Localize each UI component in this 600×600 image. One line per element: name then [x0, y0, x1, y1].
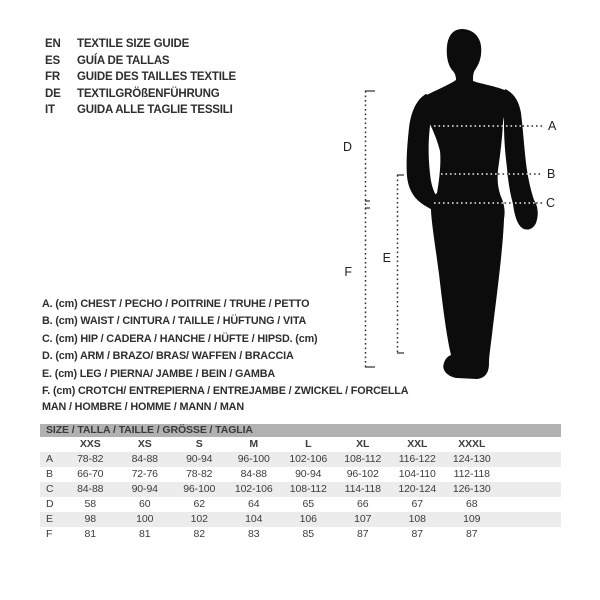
cell-value: 72-76 — [131, 468, 158, 480]
cell-value: 112-118 — [453, 468, 490, 480]
cell-filler — [499, 497, 561, 512]
label-leg-e: E — [382, 251, 391, 265]
silhouette-right-arm — [504, 89, 538, 230]
table-row — [40, 512, 561, 527]
row-label: E — [46, 513, 53, 525]
cell-filler — [499, 482, 561, 497]
row-label: A — [46, 453, 53, 465]
cell-value: 84-88 — [240, 468, 267, 480]
cell-value: 87 — [357, 528, 369, 540]
cell-value: 90-94 — [131, 483, 158, 495]
row-label: C — [46, 483, 54, 495]
label-crotch-f: F — [344, 265, 352, 279]
language-title-list — [45, 36, 236, 119]
cell-value: 102 — [190, 513, 208, 525]
title-row-es — [45, 53, 236, 70]
cell-value: 85 — [302, 528, 314, 540]
cell-value: 107 — [354, 513, 372, 525]
legend-hip: C. (cm) HIP / CADERA / HANCHE / HÜFTE / HIPSD. (cm) — [42, 332, 318, 345]
column-spacer — [40, 437, 63, 452]
legend-leg: E. (cm) LEG / PIERNA/ JAMBE / BEIN / GAMBA — [42, 367, 276, 380]
cell-value: 114-118 — [344, 483, 381, 495]
cell-value: 84-88 — [77, 483, 104, 495]
size-table-header: SIZE / TALLA / TAILLE / GRÖSSE / TAGLIA — [40, 424, 561, 437]
cell-value: 106 — [299, 513, 317, 525]
table-row — [40, 482, 561, 497]
label-chest-a: A — [548, 119, 557, 133]
cell-value: 62 — [193, 498, 205, 510]
cell-filler — [499, 512, 561, 527]
lang-code: EN — [45, 38, 61, 50]
table-row — [40, 452, 561, 467]
cell-value: 96-100 — [237, 453, 270, 465]
cell-value: 100 — [136, 513, 154, 525]
label-waist-b: B — [547, 167, 556, 181]
row-label: B — [46, 468, 53, 480]
col-s: S — [195, 438, 203, 450]
cell-value: 104 — [245, 513, 263, 525]
col-m: M — [249, 438, 259, 450]
cell-value: 84-88 — [131, 453, 158, 465]
table-row — [40, 497, 561, 512]
legend-chest: A. (cm) CHEST / PECHO / POITRINE / TRUHE / PETTO — [42, 298, 310, 310]
cell-value: 109 — [463, 513, 481, 525]
lang-code: FR — [45, 71, 60, 84]
cell-value: 120-124 — [398, 483, 437, 495]
cell-value: 124-130 — [452, 453, 491, 465]
cell-value: 67 — [411, 498, 423, 510]
cell-value: 116-122 — [398, 453, 436, 465]
col-xxs: XXS — [79, 438, 101, 450]
row-label: F — [46, 528, 53, 540]
title-row-it — [45, 102, 236, 119]
cell-value: 108-112 — [344, 453, 382, 465]
cell-value: 81 — [139, 528, 151, 540]
cell-value: 78-82 — [77, 453, 104, 465]
column-filler — [499, 437, 561, 452]
title-row-fr — [45, 69, 236, 86]
lang-code: ES — [45, 54, 60, 67]
cell-filler — [499, 527, 561, 542]
lang-code: DE — [45, 87, 61, 100]
cell-value: 108-112 — [289, 483, 327, 495]
cell-value: 108 — [408, 513, 426, 525]
cell-filler — [499, 452, 561, 467]
lang-code: IT — [45, 104, 55, 117]
cell-value: 78-82 — [186, 468, 213, 480]
cell-value: 102-106 — [289, 453, 328, 465]
silhouette — [407, 29, 538, 379]
col-xxl: XXL — [407, 438, 428, 450]
size-table-columns — [40, 437, 561, 452]
lang-title: GUÍA DE TALLAS — [77, 54, 170, 67]
cell-value: 58 — [84, 498, 96, 510]
legend-arm: D. (cm) ARM / BRAZO/ BRAS/ WAFFEN / BRACCIA — [42, 350, 294, 363]
cell-value: 87 — [466, 528, 478, 540]
lang-title: TEXTILGRÖßENFÜHRUNG — [77, 87, 220, 100]
title-row-de — [45, 86, 236, 103]
cell-value: 83 — [248, 528, 260, 540]
cell-value: 87 — [411, 528, 423, 540]
legend-waist: B. (cm) WAIST / CINTURA / TAILLE / HÜFTUNG / VITA — [42, 315, 307, 328]
size-table — [40, 424, 561, 542]
cell-value: 98 — [84, 513, 96, 525]
cell-value: 102-106 — [234, 483, 273, 495]
cell-value: 96-102 — [346, 468, 379, 480]
lang-title: GUIDA ALLE TAGLIE TESSILI — [77, 104, 233, 117]
cell-value: 90-94 — [295, 468, 322, 480]
lang-title: GUIDE DES TAILLES TEXTILE — [77, 71, 236, 84]
cell-value: 64 — [248, 498, 260, 510]
cell-value: 90-94 — [186, 453, 213, 465]
label-hip-c: C — [546, 196, 556, 210]
lang-title: TEXTILE SIZE GUIDE — [77, 38, 190, 50]
cell-value: 104-110 — [398, 468, 436, 480]
category-line: MAN / HOMBRE / HOMME / MANN / MAN — [42, 401, 244, 413]
label-arm-d: D — [342, 140, 352, 154]
cell-value: 126-130 — [452, 483, 491, 495]
cell-value: 65 — [302, 498, 314, 510]
cell-filler — [499, 467, 561, 482]
title-row-en — [45, 36, 236, 53]
legend-crotch: F. (cm) CROTCH/ ENTREPIERNA / ENTREJAMBE / ZWICKEL / FORCELLA — [42, 385, 409, 398]
col-l: L — [305, 438, 312, 450]
table-row — [40, 527, 561, 542]
cell-value: 60 — [139, 498, 151, 510]
col-xs: XS — [137, 438, 152, 450]
measurement-legend — [42, 296, 408, 401]
row-label: D — [46, 498, 54, 510]
col-xl: XL — [356, 438, 370, 450]
cell-value: 68 — [466, 498, 478, 510]
col-xxxl: XXXL — [458, 438, 486, 450]
cell-value: 66 — [357, 498, 369, 510]
cell-value: 82 — [193, 528, 205, 540]
table-row — [40, 467, 561, 482]
cell-value: 81 — [84, 528, 96, 540]
cell-value: 96-100 — [183, 483, 216, 495]
cell-value: 66-70 — [77, 468, 104, 480]
